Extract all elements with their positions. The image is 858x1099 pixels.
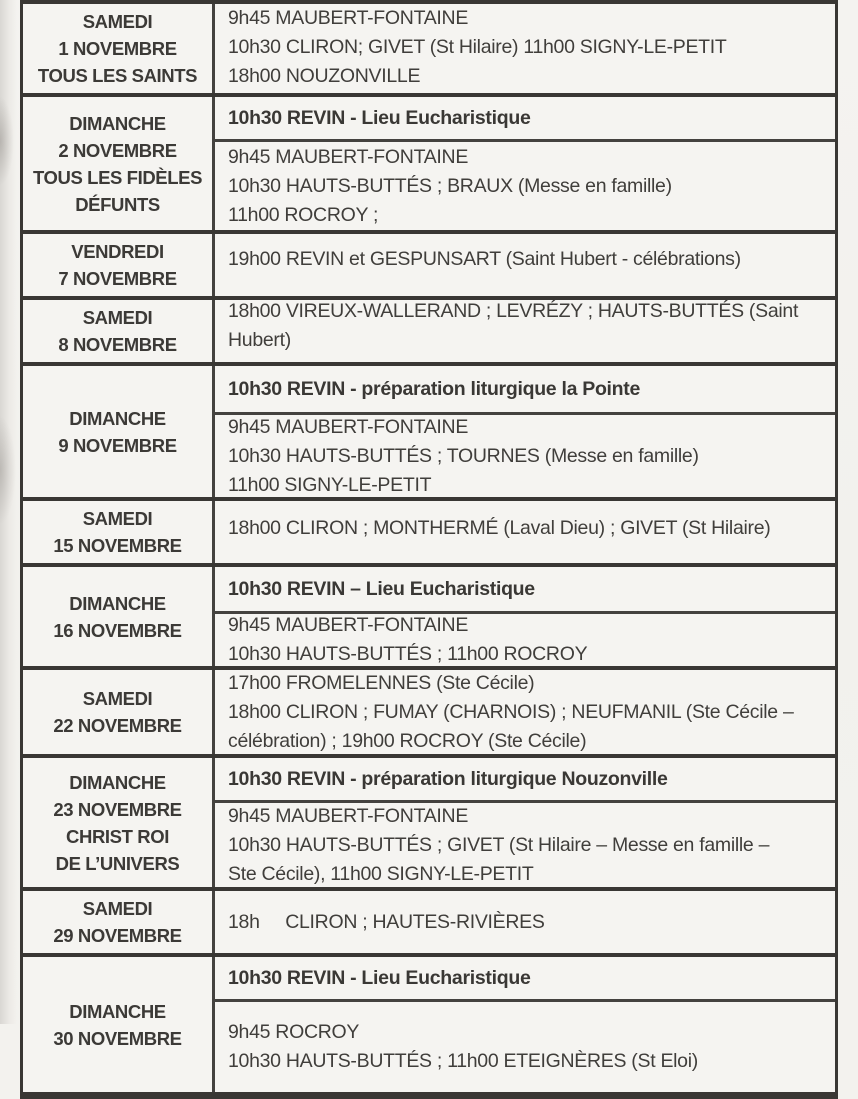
masses-column xyxy=(215,957,835,1092)
date-line: 2 NOVEMBRE xyxy=(58,139,177,161)
mass-line: 10h30 HAUTS-BUTTÉS ; 11h00 ETEIGNÈRES (St Eloi) xyxy=(228,1050,698,1072)
date-cell xyxy=(23,4,215,93)
mass-cell xyxy=(215,758,835,800)
date-cell xyxy=(23,670,215,754)
schedule-table xyxy=(20,0,838,1099)
schedule-row xyxy=(23,758,835,891)
mass-line: 10h30 REVIN - Lieu Eucharistique xyxy=(228,106,531,129)
mass-cell xyxy=(215,501,835,555)
mass-cell xyxy=(215,234,835,284)
masses-column xyxy=(215,567,835,666)
date-line: DIMANCHE xyxy=(69,771,166,793)
mass-line: 18h00 NOUZONVILLE xyxy=(228,64,421,87)
masses-column xyxy=(215,4,835,93)
date-line: TOUS LES SAINTS xyxy=(37,65,198,86)
masses-column xyxy=(215,97,835,230)
mass-line: 10h30 HAUTS-BUTTÉS ; TOURNES (Messe en famille) xyxy=(228,444,699,467)
mass-cell xyxy=(215,803,835,887)
schedule-row xyxy=(23,957,835,1096)
date-line: SAMEDI xyxy=(82,898,153,919)
mass-line: 18h00 CLIRON ; FUMAY (CHARNOIS) ; NEUFMANIL (Ste Cécile – xyxy=(228,700,794,723)
date-cell xyxy=(23,97,215,230)
date-line: 9 NOVEMBRE xyxy=(58,434,177,456)
mass-line: 17h00 FROMELENNES (Ste Cécile) xyxy=(228,671,535,694)
mass-line: 10h30 HAUTS-BUTTÉS ; 11h00 ROCROY xyxy=(228,643,588,665)
mass-line: Hubert) xyxy=(228,329,291,351)
mass-cell xyxy=(215,415,835,497)
mass-cell xyxy=(215,142,835,230)
mass-cell xyxy=(215,567,835,611)
mass-line: 18h00 VIREUX-WALLERAND ; LEVRÉZY ; HAUTS-BUTTÉS (Saint xyxy=(228,300,799,322)
date-line: 7 NOVEMBRE xyxy=(58,268,177,289)
scan-crease xyxy=(0,96,14,186)
date-line: SAMEDI xyxy=(82,508,153,529)
date-line: DE L’UNIVERS xyxy=(55,852,180,874)
mass-cell xyxy=(215,614,835,666)
date-cell xyxy=(23,366,215,497)
date-line: SAMEDI xyxy=(82,11,153,32)
mass-line: 10h30 REVIN – Lieu Eucharistique xyxy=(228,577,535,600)
date-line: TOUS LES FIDÈLES xyxy=(32,166,203,188)
mass-line: 19h00 REVIN et GESPUNSART (Saint Hubert - célébrations) xyxy=(228,247,741,270)
date-cell xyxy=(23,567,215,666)
date-cell xyxy=(23,501,215,563)
date-line: DIMANCHE xyxy=(69,1000,166,1022)
masses-column xyxy=(215,366,835,497)
date-line: SAMEDI xyxy=(82,307,153,328)
mass-line: 9h45 MAUBERT-FONTAINE xyxy=(228,145,469,168)
date-line: DIMANCHE xyxy=(69,112,166,134)
date-line: DÉFUNTS xyxy=(75,193,160,215)
mass-line: 9h45 MAUBERT-FONTAINE xyxy=(228,804,469,827)
date-cell xyxy=(23,300,215,362)
date-line: 23 NOVEMBRE xyxy=(53,798,182,820)
mass-cell xyxy=(215,4,835,90)
date-line: DIMANCHE xyxy=(69,407,166,429)
date-line: 30 NOVEMBRE xyxy=(53,1027,182,1049)
date-cell xyxy=(23,758,215,887)
mass-cell xyxy=(215,891,835,953)
mass-line: 9h45 MAUBERT-FONTAINE xyxy=(228,415,469,438)
date-line: 29 NOVEMBRE xyxy=(53,925,182,946)
mass-cell xyxy=(215,1002,835,1092)
mass-line: 10h30 REVIN - préparation liturgique la Pointe xyxy=(228,377,641,400)
masses-column xyxy=(215,234,835,296)
schedule-row xyxy=(23,567,835,670)
date-line: 8 NOVEMBRE xyxy=(58,334,177,355)
mass-cell xyxy=(215,670,835,754)
mass-line: 9h45 MAUBERT-FONTAINE xyxy=(228,6,469,29)
mass-line: 9h45 MAUBERT-FONTAINE xyxy=(228,614,469,636)
masses-column xyxy=(215,758,835,887)
date-cell xyxy=(23,234,215,296)
schedule-row xyxy=(23,501,835,567)
schedule-row xyxy=(23,891,835,957)
schedule-row xyxy=(23,300,835,366)
date-line: 16 NOVEMBRE xyxy=(53,619,182,641)
schedule-row xyxy=(23,670,835,758)
mass-line: 10h30 HAUTS-BUTTÉS ; GIVET (St Hilaire – Messe en famille – xyxy=(228,833,770,856)
date-line: 22 NOVEMBRE xyxy=(53,715,182,736)
date-cell xyxy=(23,891,215,953)
masses-column xyxy=(215,670,835,754)
masses-column xyxy=(215,501,835,563)
date-cell xyxy=(23,957,215,1092)
masses-column xyxy=(215,300,835,362)
mass-line: célébration) ; 19h00 ROCROY (Ste Cécile) xyxy=(228,729,587,752)
mass-line: 11h00 SIGNY-LE-PETIT xyxy=(228,473,432,496)
mass-line: 9h45 ROCROY xyxy=(228,1021,360,1043)
date-line: DIMANCHE xyxy=(69,592,166,614)
schedule-row xyxy=(23,4,835,97)
mass-line: Ste Cécile), 11h00 SIGNY-LE-PETIT xyxy=(228,862,534,885)
schedule-row xyxy=(23,366,835,501)
mass-cell xyxy=(215,957,835,999)
mass-line: 18h00 CLIRON ; MONTHERMÉ (Laval Dieu) ; GIVET (St Hilaire) xyxy=(228,516,771,539)
scan-crease xyxy=(0,415,16,525)
schedule-row xyxy=(23,234,835,300)
mass-line: 10h30 REVIN - préparation liturgique Nouzonville xyxy=(228,767,668,790)
mass-cell xyxy=(215,366,835,412)
mass-line: 18h CLIRON ; HAUTES-RIVIÈRES xyxy=(228,910,545,933)
date-line: CHRIST ROI xyxy=(66,825,169,847)
mass-line: 10h30 REVIN - Lieu Eucharistique xyxy=(228,966,531,989)
mass-cell xyxy=(215,300,835,352)
schedule-row xyxy=(23,97,835,234)
mass-cell xyxy=(215,97,835,139)
date-line: VENDREDI xyxy=(71,241,164,262)
date-line: 15 NOVEMBRE xyxy=(53,535,182,556)
mass-line: 10h30 CLIRON; GIVET (St Hilaire) 11h00 SIGNY-LE-PETIT xyxy=(228,35,727,58)
date-line: 1 NOVEMBRE xyxy=(58,38,177,59)
mass-line: 10h30 HAUTS-BUTTÉS ; BRAUX (Messe en famille) xyxy=(228,174,672,197)
mass-line: 11h00 ROCROY ; xyxy=(228,203,379,226)
date-line: SAMEDI xyxy=(82,688,153,709)
masses-column xyxy=(215,891,835,953)
